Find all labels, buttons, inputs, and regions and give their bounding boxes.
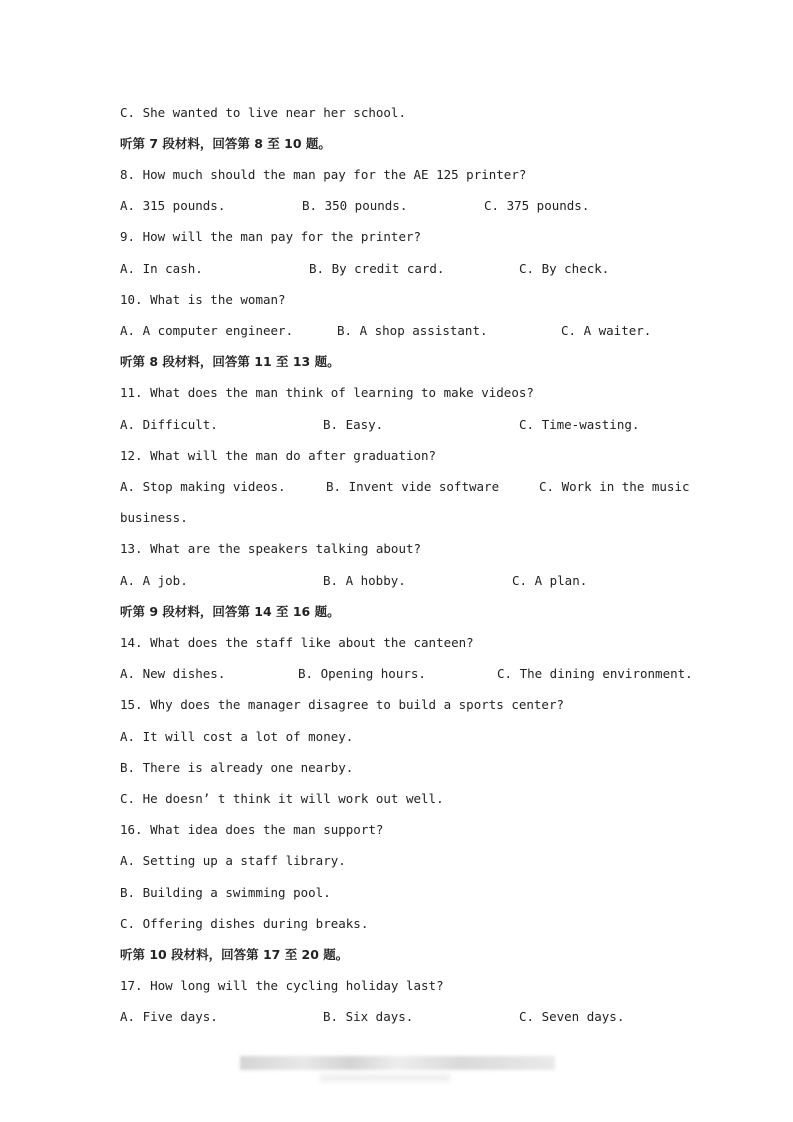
question-17: 17. How long will the cycling holiday last? [120,978,444,993]
question-15: 15. Why does the manager disagree to build a sports center? [120,697,565,712]
option-c: C. The dining environment. [497,666,693,681]
option-a: A. Setting up a staff library. [120,853,346,868]
option-b: B. Easy. [323,417,384,432]
option-c: C. Time-wasting. [519,417,640,432]
option-b: B. Building a swimming pool. [120,885,331,900]
option-a: A. Five days. [120,1009,218,1024]
option-continuation: business. [120,510,188,525]
question-16: 16. What idea does the man support? [120,822,384,837]
option-a: A. A computer engineer. [120,323,294,338]
question-11: 11. What does the man think of learning to make videos? [120,385,534,400]
option-c: C. Work in the music [539,479,690,494]
option-c: C. A plan. [512,573,588,588]
option-b: B. By credit card. [309,261,445,276]
option-a: A. Difficult. [120,417,218,432]
blurred-footer-watermark [240,1056,555,1070]
option-c: C. A waiter. [561,323,652,338]
section-heading: 听第 8 段材料，回答第 11 至 13 题。 [120,354,340,369]
blurred-footer-watermark-small [320,1074,450,1082]
option-a: A. New dishes. [120,666,226,681]
question-10: 10. What is the woman? [120,292,286,307]
question-12: 12. What will the man do after graduation? [120,448,437,463]
option-a: A. 315 pounds. [120,198,226,213]
option-b: B. A shop assistant. [337,323,488,338]
question-14: 14. What does the staff like about the canteen? [120,635,474,650]
question-9: 9. How will the man pay for the printer? [120,229,422,244]
option-a: A. Stop making videos. [120,479,286,494]
option-b: B. Invent vide software [326,479,500,494]
section-heading: 听第 10 段材料，回答第 17 至 20 题。 [120,947,349,962]
answer-option-line: C. She wanted to live near her school. [120,105,406,120]
option-a: A. A job. [120,573,188,588]
option-a: A. In cash. [120,261,203,276]
option-b: B. There is already one nearby. [120,760,354,775]
option-c: C. Offering dishes during breaks. [120,916,369,931]
section-heading: 听第 9 段材料，回答第 14 至 16 题。 [120,604,340,619]
question-8: 8. How much should the man pay for the AE 125 printer? [120,167,527,182]
option-c: C. By check. [519,261,610,276]
question-13: 13. What are the speakers talking about? [120,541,422,556]
option-b: B. Six days. [323,1009,414,1024]
option-c: C. He doesn’ t think it will work out well. [120,791,444,806]
section-heading: 听第 7 段材料，回答第 8 至 10 题。 [120,136,331,151]
option-a: A. It will cost a lot of money. [120,729,354,744]
option-b: B. Opening hours. [298,666,426,681]
option-c: C. 375 pounds. [484,198,590,213]
option-b: B. A hobby. [323,573,406,588]
option-c: C. Seven days. [519,1009,625,1024]
option-b: B. 350 pounds. [302,198,408,213]
